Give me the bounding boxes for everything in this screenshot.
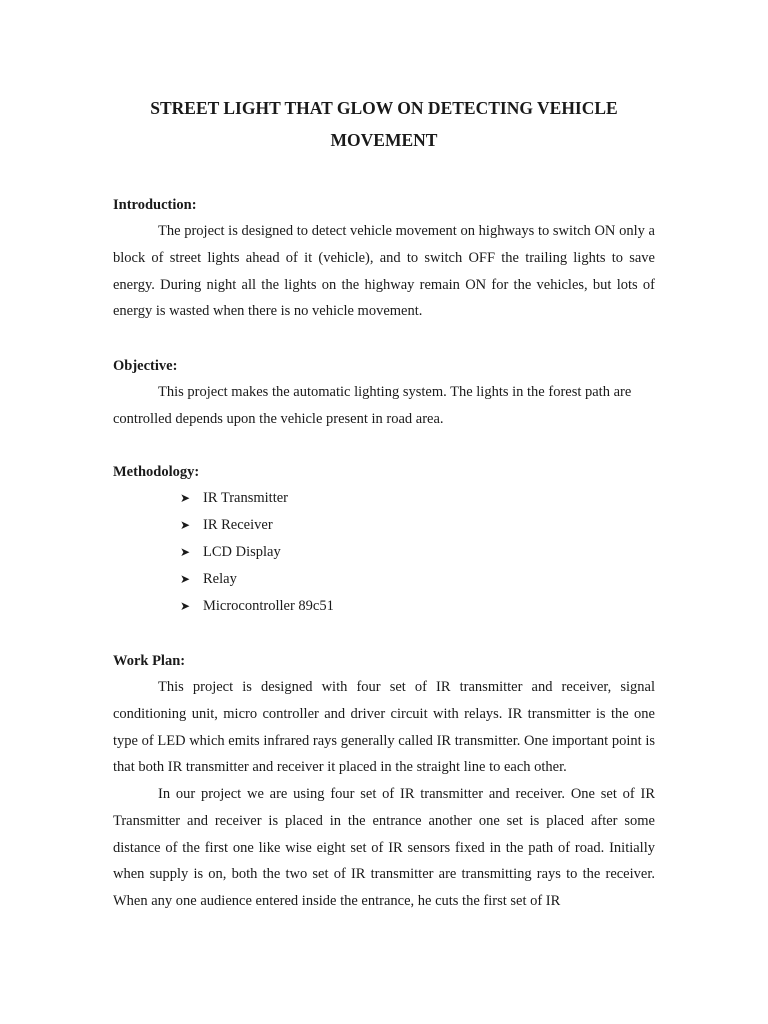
- arrow-bullet-icon: ➤: [180, 545, 191, 559]
- work-plan-paragraph-2: In our project we are using four set of IR transmitter and receiver. One set of IR Transmitter and receiver is placed in the entrance another one set is placed after some distance of the first one like wise eight set of IR sensors fixed in the path of road. Initially when supply is on, both the two set of IR transmitter are transmitting rays to the receiver. When any one audience entered inside the entrance, he cuts the first set of IR: [113, 786, 655, 910]
- list-item: [180, 569, 334, 596]
- list-item-label: Microcontroller 89c51: [203, 598, 334, 614]
- objective-heading: Objective:: [113, 358, 178, 374]
- objective-paragraph: This project makes the automatic lighting system. The lights in the forest path are controlled depends upon the vehicle present in road area.: [113, 384, 632, 427]
- list-item-label: LCD Display: [203, 544, 281, 560]
- introduction-heading: Introduction:: [113, 197, 197, 213]
- methodology-list: [180, 488, 334, 623]
- arrow-bullet-icon: ➤: [180, 599, 191, 613]
- arrow-bullet-icon: ➤: [180, 518, 191, 532]
- list-item: [180, 596, 334, 623]
- methodology-heading: Methodology:: [113, 464, 200, 480]
- introduction-paragraph: The project is designed to detect vehicle movement on highways to switch ON only a block of street lights ahead of it (vehicle), and to switch OFF the trailing lights to save energy. During night all the lights on the highway remain ON for the vehicles, but lots of energy is wasted when there is no vehicle movement.: [113, 223, 655, 320]
- list-item: [180, 542, 334, 569]
- list-item: [180, 488, 334, 515]
- arrow-bullet-icon: ➤: [180, 572, 191, 586]
- list-item-label: IR Transmitter: [203, 490, 288, 506]
- document-title: STREET LIGHT THAT GLOW ON DETECTING VEHICLE MOVEMENT: [150, 98, 618, 150]
- work-plan-paragraph-1: This project is designed with four set of IR transmitter and receiver, signal conditioning unit, micro controller and driver circuit with relays. IR transmitter is the one type of LED which emits infrared rays generally called IR transmitter. One important point is that both IR transmitter and receiver it placed in the straight line to each other.: [113, 679, 655, 776]
- list-item-label: Relay: [203, 571, 237, 587]
- list-item-label: IR Receiver: [203, 517, 273, 533]
- arrow-bullet-icon: ➤: [180, 491, 191, 505]
- work-plan-heading: Work Plan:: [113, 653, 186, 669]
- list-item: [180, 515, 334, 542]
